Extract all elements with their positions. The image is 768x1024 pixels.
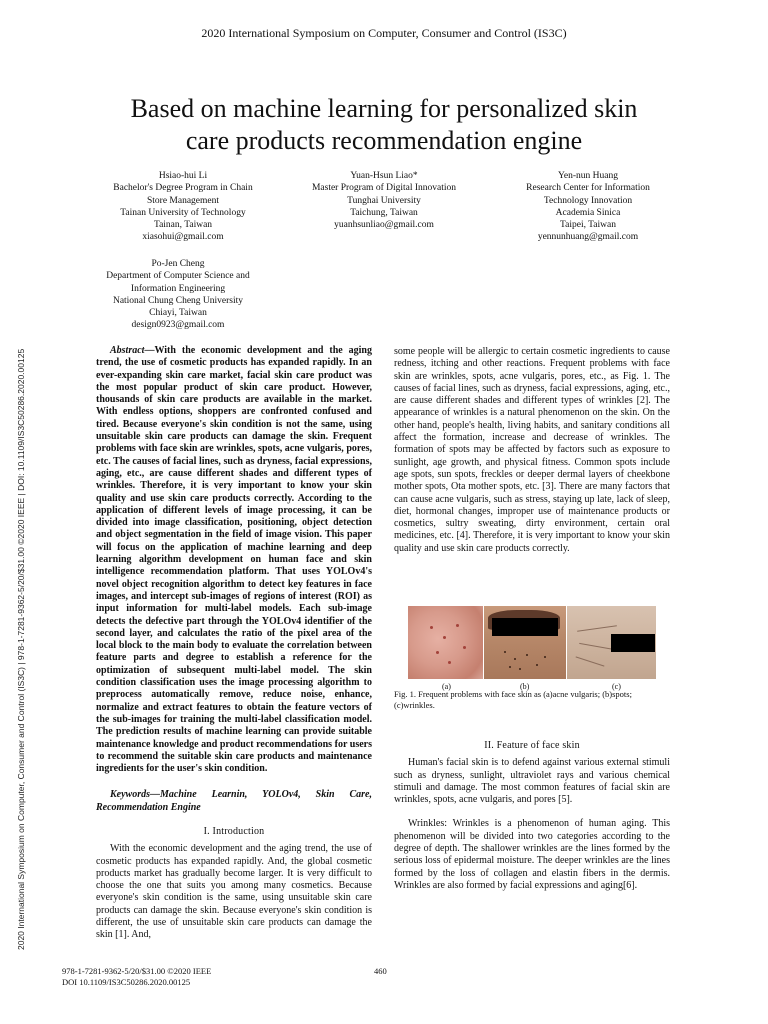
- figure-1: [408, 606, 656, 679]
- author-affiliation-line: Department of Computer Science and: [106, 271, 250, 282]
- acne-vulgaris-photo: [408, 606, 483, 679]
- keywords-text: —Machine Learnin, YOLOv4, Skin Care, Recommendation Engine: [96, 789, 372, 813]
- author-name: Po-Jen Cheng: [151, 259, 205, 269]
- author-affiliation-line: National Chung Cheng University: [112, 295, 244, 306]
- feature-paragraph-1: Human's facial skin is to defend against various external stimuli such as dryness, sunlight, ultraviolet rays and various chemical stimuli and damage. The most common features of facial skin are wrinkles, spots, acne vulgaris, and pores [5].: [394, 757, 670, 806]
- abstract-label: Abstract: [110, 345, 145, 356]
- author-block-2: [288, 170, 480, 231]
- footer-doi: DOI 10.1109/IS3C50286.2020.00125: [62, 976, 191, 987]
- keywords-label: Keywords: [110, 789, 150, 801]
- introduction-paragraph: With the economic development and the aging trend, the use of cosmetic products has expanded rapidly. And, the global cosmetic products market has gradually become larger. It is very difficult to choose the one that suits you among many cosmetics. Because everyone's skin condition is the same, using unsuitable skin care products can damage the skin. Because everyone's skin condition is different, the use of unsuitable skin care products can damage the skin [1]. And,: [96, 843, 372, 941]
- author-affiliation-line: Information Engineering: [130, 283, 226, 294]
- author-email: yuanhsunliao@gmail.com: [334, 220, 434, 231]
- abstract-text: —With the economic development and the aging trend, the use of cosmetic products has expanded rapidly. In an ever-expanding skin care market, facial skin care product was the most popular product of skin care product. However, thousands of skin care products are available in the market. With endless options, shoppers are confronted confused and tired. Because everyone's skin condition is not the same, using unsuitable skin care products can damage the skin. Frequent problems with face skin are wrinkles, spots, acne vulgaris, pores, etc. The causes of facial lines, such as dryness, facial expressions, aging, etc., are cause different shades and different types of wrinkles. Therefore, it is very important to know your skin quality and use skin care products correctly. According to the application of different levels of image processing, it can be divided into image classification, positioning, object detection and object segmentation in the field of image vision. This paper will focus on the application of machine learning and deep learning algorithm development on human face and skin intelligence recommendation platform. That uses YOLOv4's novel object recognition algorithm to detect key features in face images, and intercept sub-images of regions of interest (ROI) as input information for multi-label models. Each sub-image detects the defective part through the YOLOv4 identifier of the second layer, and calculates the ratio of the pixel area of the local block to the main body to evaluate the correlation between feature parts and degree to establish a reference for the optimization of subsequent multi-label model. The skin condition classification uses the image processing algorithm to preprocess automatically remove, reduce noise, enhance, normalize and extract features to obtain the feature vectors of the sub-images for training the multi-label classification model. The prediction results of machine learning can provide suitable maintenance knowledge and product recommendations for users to recommend the suitable skin care products and maintenance ingredients for the user's skin condition.: [96, 345, 372, 775]
- figure-caption: Fig. 1. Frequent problems with face skin as (a)acne vulgaris; (b)spots; (c)wrinkles.: [394, 689, 632, 710]
- author-email: design0923@gmail.com: [131, 320, 225, 331]
- author-affiliation-line: Master Program of Digital Innovation: [311, 183, 457, 194]
- page-number: 460: [374, 966, 387, 976]
- author-affiliation-line: Tainan, Taiwan: [153, 220, 213, 231]
- footer-isbn: 978-1-7281-9362-5/20/$31.00 ©2020 IEEE: [62, 966, 212, 976]
- doi-sidebar-text: 2020 International Symposium on Computer, Consumer and Control (IS3C) | 978-1-7281-9362-5/20/$31.00 ©2020 IEEE | DOI: 10.1109/IS3C50286.2020.00125: [16, 348, 26, 950]
- footer-isbn-block: [62, 966, 211, 987]
- author-affiliation-line: Academia Sinica: [555, 207, 621, 218]
- figure-label-c: (c): [612, 682, 621, 691]
- author-block-3: [484, 170, 692, 244]
- author-email: yennunhuang@gmail.com: [537, 232, 639, 243]
- author-block-4: [78, 258, 278, 332]
- conference-header: 2020 International Symposium on Computer, Consumer and Control (IS3C): [201, 26, 567, 40]
- wrinkles-photo: [567, 606, 656, 679]
- section-heading-feature: II. Feature of face skin: [484, 740, 580, 751]
- section-heading-introduction: I. Introduction: [203, 825, 265, 837]
- author-affiliation-line: Taichung, Taiwan: [350, 207, 418, 218]
- author-name: Yuan-Hsun Liao*: [350, 171, 418, 181]
- author-block-1: [78, 170, 288, 244]
- author-affiliation-line: Research Center for Information: [526, 183, 650, 194]
- paper-title-line-2: care products recommendation engine: [185, 126, 583, 155]
- introduction-continued-paragraph: some people will be allergic to certain cosmetic ingredients to cause redness, itching and other reactions. Frequent problems with face skin are wrinkles, spots, acne vulgaris, pores, etc., as Fig. 1. The causes of facial lines, such as dryness, facial expressions, aging, etc., are cause different shades and different types of wrinkles [2]. The appearance of wrinkles is a natural phenomenon on the skin. On the other hand, people's health, living habits, and sanitary conditions all affect the formation, increase and decrease of wrinkles. The formation of spots may be affected by factors such as exposure to sunlight, age growth, and physical fitness. Common spots include age spots, sun spots, freckles or deeper dermal layers of cheekbone mother spots, Ota mother spots, etc. [3]. There are many factors that can cause acne vulgaris, such as stress, staying up late, lack of sleep, diet, hormonal changes, improper use of maintenance products or cosmetics, sultry sweating, dirty environment, certain oral medicines, etc. [4]. Therefore, it is very important to know your skin quality and use skin care products correctly.: [394, 346, 670, 554]
- author-affiliation-line: Taipei, Taiwan: [559, 220, 616, 231]
- author-name: Hsiao-hui Li: [158, 171, 208, 181]
- abstract: [96, 345, 372, 775]
- figure-label-a: (a): [442, 682, 451, 691]
- figure-label-b: (b): [520, 682, 530, 691]
- face-censor-bar: [611, 634, 655, 652]
- right-column-bottom: [394, 740, 670, 892]
- spots-photo: [484, 606, 566, 679]
- author-affiliation-line: Bachelor's Degree Program in Chain: [113, 183, 253, 194]
- author-affiliation-line: Chiayi, Taiwan: [149, 308, 207, 319]
- feature-paragraph-2: Wrinkles: Wrinkles is a phenomenon of human aging. This phenomenon will be divided into two categories according to the degree of depth. The shallower wrinkles are the lines formed by the serious loss of epidermal moisture. The deeper wrinkles are the lines formed by the loss of collagen and elastin fibers in the dermis. Wrinkles are also formed by facial expressions and aging[6].: [394, 818, 670, 891]
- paper-title-line-1: Based on machine learning for personalized skin: [130, 94, 638, 123]
- keywords: [96, 789, 372, 814]
- author-affiliation-line: Tainan University of Technology: [120, 207, 246, 218]
- left-column: [96, 345, 372, 942]
- author-email: xiasohui@gmail.com: [142, 232, 224, 243]
- right-column-top: [394, 346, 670, 555]
- paper-title: [90, 93, 678, 157]
- author-affiliation-line: Tunghai University: [347, 195, 421, 206]
- face-censor-bar: [492, 618, 558, 636]
- author-affiliation-line: Technology Innovation: [543, 195, 633, 206]
- author-name: Yen-nun Huang: [558, 171, 618, 181]
- doi-sidebar: [8, 280, 24, 950]
- author-affiliation-line: Store Management: [146, 195, 220, 206]
